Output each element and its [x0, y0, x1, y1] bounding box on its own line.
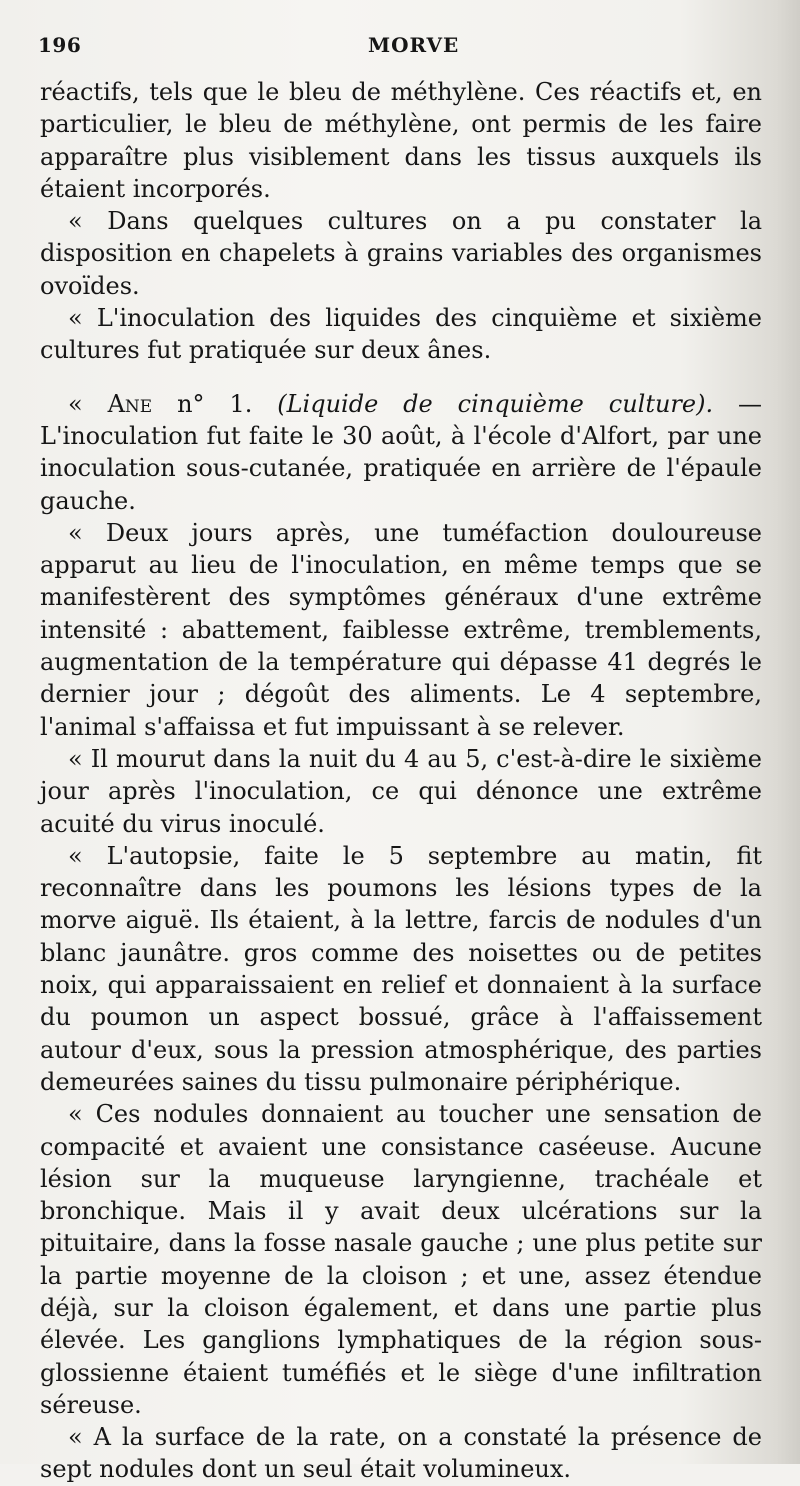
paragraph-mort: « Il mourut dans la nuit du 4 au 5, c'est-à-dire le sixième jour après l'inoculation, ce qui dénonce une extrême acuité du virus inoculé. [40, 744, 762, 838]
paragraph-ane-1 [40, 388, 762, 517]
paragraph-autopsie: « L'autopsie, faite le 5 septembre au matin, fit reconnaître dans les poumons les lésions types de la morve aiguë. Ils étaient, à la lettre, farcis de nodules d'un blanc jaunâtre. gros comme des noisettes ou de petites noix, qui apparaissaient en relief et donnaient à la surface du poumon un aspect bossué, grâce à l'affaissement autour d'eux, sous la pression atmosphérique, des parties demeurées saines du tissu pulmonaire périphérique. [40, 841, 762, 1096]
ane-number: n° 1. [152, 389, 278, 418]
paragraph-ane-1-text: — L'inoculation fut faite le 30 août, à l'école d'Alfort, par une inoculation sous-cutanée, pratiquée en arrière de l'épaule gauche. [40, 389, 762, 515]
page-number: 196 [38, 33, 82, 57]
paragraph-cultures: « Dans quelques cultures on a pu constater la disposition en chapelets à grains variables des organismes ovoïdes. [40, 207, 762, 300]
paragraph-nodules: « Ces nodules donnaient au toucher une sensation de compacité et avaient une consistance caséeuse. Aucune lésion sur la muqueuse laryngienne, trachéale et bronchique. Mais il y avait deux ulcérations sur la pituitaire, dans la fosse nasale gauche ; une plus petite sur la partie moyenne de la cloison ; et une, assez étendue déjà, sur la cloison également, et dans une partie plus élevée. Les ganglions lymphatiques de la région sous-glossienne étaient tuméfiés et le siège d'une infiltration séreuse. [40, 1100, 762, 1419]
running-title: MORVE [368, 33, 460, 57]
ane-1-subtitle: (Liquide de cinquième culture). [277, 389, 714, 418]
body-text [40, 76, 762, 1486]
paragraph-symptomes: « Deux jours après, une tuméfaction douloureuse apparut au lieu de l'inoculation, en même temps que se manifestèrent des symptômes généraux d'une extrême intensité : abattement, faiblesse extrême, tremblements, augmentation de la température qui dépasse 41 degrés le dernier jour ; dégoût des aliments. Le 4 septembre, l'animal s'affaissa et fut impuissant à se relever. [40, 518, 762, 741]
paragraph-reactifs: réactifs, tels que le bleu de méthylène. Ces réactifs et, en particulier, le bleu de méthylène, ont permis de les faire apparaître plus visiblement dans les tissus auxquels ils étaient incorporés. [40, 78, 762, 203]
paragraph-ane-1-lead: « [68, 389, 108, 418]
paragraph-inoculation: « L'inoculation des liquides des cinquième et sixième cultures fut pratiquée sur deux ânes. [40, 304, 762, 365]
paragraph-rate: « A la surface de la rate, on a constaté la présence de sept nodules dont un seul était volumineux. [40, 1423, 762, 1484]
ane-label: Ane [107, 389, 153, 418]
running-head [38, 33, 760, 63]
